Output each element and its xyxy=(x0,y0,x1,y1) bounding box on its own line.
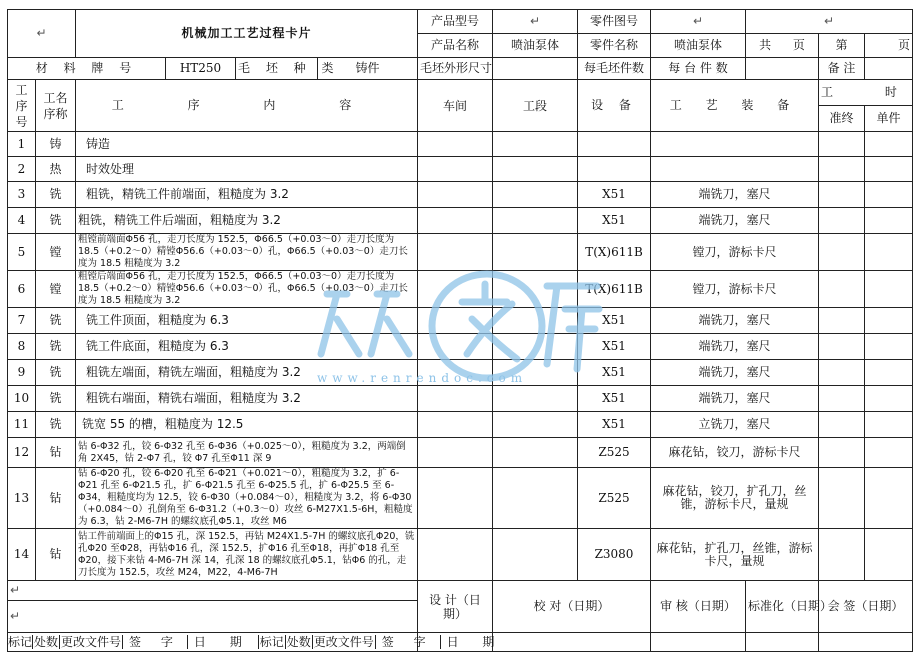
op-workshop xyxy=(418,529,493,581)
card-table xyxy=(7,9,921,652)
op-tooling: 端铣刀，塞尺 xyxy=(651,208,819,234)
part-number-label: 零件图号 xyxy=(578,10,651,34)
footer-date-2: 日 期 xyxy=(440,635,511,649)
op-unit-time xyxy=(865,182,913,208)
op-content: 钻 6-Φ20 孔，铰 6-Φ20 孔至 6-Φ21（+0.021～0），粗糙度为 3.2，扩 6-Φ21 孔至 6-Φ21.5 孔，扩 6-Φ21.5 孔至 6-Φ25.5 孔，扩 6-Φ25.5 至 6-Φ34，粗糙度均为 12.5，铰 6-Φ30（+0.084～0），粗糙度为 3.2，将 6-Φ30（+0.084～0）孔倒角至 6-Φ31.2（+0.3～0）攻丝 6-M27X1.5-6H，粗糙度为 6.3，钻 2-M6-7H 的螺纹底孔Φ5.1，攻丝 M6 xyxy=(76,468,418,529)
op-workshop xyxy=(418,412,493,438)
op-prep-final xyxy=(819,386,865,412)
op-no: 1 xyxy=(8,132,36,157)
footer-change-doc-2: 更改文件号 xyxy=(313,634,374,649)
op-tooling: 立铣刀，塞尺 xyxy=(651,412,819,438)
op-content: 时效处理 xyxy=(76,157,418,182)
footer-blank-1: ↵ xyxy=(8,581,418,601)
op-section xyxy=(493,468,578,529)
op-prep-final xyxy=(819,308,865,334)
footer-change-doc-1: 更改文件号 xyxy=(61,634,122,649)
watermark-url: www.renrendoc.com xyxy=(317,371,528,385)
footer-blank-proofread xyxy=(493,633,651,652)
footer-proofread-date: 校 对（日期） xyxy=(493,581,651,633)
op-prep-final xyxy=(819,208,865,234)
product-model-label: 产品型号 xyxy=(418,10,493,34)
op-section xyxy=(493,412,578,438)
op-equipment: X51 xyxy=(578,182,651,208)
operation-row[interactable] xyxy=(8,412,913,438)
op-name: 镗 xyxy=(36,271,76,308)
operation-row[interactable] xyxy=(8,438,913,468)
operation-row[interactable] xyxy=(8,157,913,182)
operation-row[interactable] xyxy=(8,386,913,412)
footer-blank-2: ↵ xyxy=(8,601,418,633)
footer-date-1: 日 期 xyxy=(187,635,258,649)
op-section xyxy=(493,360,578,386)
footer-design-date: 设 计（日 期） xyxy=(418,581,493,633)
op-unit-time xyxy=(865,157,913,182)
op-content: 铣工件顶面，粗糙度为 6.3 xyxy=(76,308,418,334)
op-section xyxy=(493,271,578,308)
op-no: 11 xyxy=(8,412,36,438)
card-title: 机械加工工艺过程卡片 xyxy=(76,10,418,58)
operation-row[interactable] xyxy=(8,208,913,234)
op-section xyxy=(493,386,578,412)
product-name-value[interactable]: 喷油泵体 xyxy=(493,34,578,58)
op-name: 铣 xyxy=(36,412,76,438)
op-workshop xyxy=(418,271,493,308)
op-name: 铸 xyxy=(36,132,76,157)
product-name-label: 产品名称 xyxy=(418,34,493,58)
operation-row[interactable] xyxy=(8,132,913,157)
op-unit-time xyxy=(865,271,913,308)
op-no: 2 xyxy=(8,157,36,182)
op-unit-time xyxy=(865,132,913,157)
op-section xyxy=(493,182,578,208)
part-number-value[interactable]: ↵ xyxy=(651,10,746,34)
footer-blank-standard xyxy=(746,633,819,652)
op-name: 镗 xyxy=(36,234,76,271)
op-equipment: X51 xyxy=(578,386,651,412)
op-content: 铣工件底面，粗糙度为 6.3 xyxy=(76,334,418,360)
op-equipment: X51 xyxy=(578,360,651,386)
op-section xyxy=(493,334,578,360)
op-name: 铣 xyxy=(36,182,76,208)
op-no: 9 xyxy=(8,360,36,386)
operation-row[interactable] xyxy=(8,308,913,334)
op-tooling: 端铣刀，塞尺 xyxy=(651,386,819,412)
op-tooling: 端铣刀，塞尺 xyxy=(651,360,819,386)
op-unit-time xyxy=(865,360,913,386)
footer-count-1: 处数 xyxy=(34,634,59,649)
op-unit-time xyxy=(865,386,913,412)
operation-row[interactable] xyxy=(8,182,913,208)
op-unit-time xyxy=(865,412,913,438)
operation-row[interactable] xyxy=(8,271,913,308)
op-section xyxy=(493,132,578,157)
col-section: 工段 xyxy=(493,80,578,132)
op-equipment: X51 xyxy=(578,308,651,334)
op-unit-time xyxy=(865,208,913,234)
op-equipment xyxy=(578,132,651,157)
operation-row[interactable] xyxy=(8,234,913,271)
op-name: 钻 xyxy=(36,468,76,529)
op-prep-final xyxy=(819,132,865,157)
op-content: 粗铣，精铣工件前端面，粗糙度为 3.2 xyxy=(76,182,418,208)
op-equipment: Z525 xyxy=(578,468,651,529)
op-unit-time xyxy=(865,308,913,334)
op-name: 热 xyxy=(36,157,76,182)
op-prep-final xyxy=(819,157,865,182)
per-unit-label: 每 台 件 数 xyxy=(651,58,746,80)
part-name-value[interactable]: 喷油泵体 xyxy=(651,34,746,58)
op-section xyxy=(493,438,578,468)
page-unit-2: 页 xyxy=(865,34,913,58)
op-tooling: 端铣刀，塞尺 xyxy=(651,334,819,360)
operation-row[interactable] xyxy=(8,529,913,581)
op-no: 8 xyxy=(8,334,36,360)
op-name: 铣 xyxy=(36,334,76,360)
col-seq-no: 工序号 xyxy=(8,80,36,132)
blank-size-label: 毛坯外形尺寸 xyxy=(418,58,493,80)
material-label: 材 料 牌 号 xyxy=(8,58,166,80)
op-tooling: 麻花钻，扩孔刀，丝锥，游标卡尺，量规 xyxy=(651,529,819,581)
blank-type-value[interactable]: 铸件 xyxy=(318,58,418,80)
op-tooling xyxy=(651,157,819,182)
op-prep-final xyxy=(819,234,865,271)
op-prep-final xyxy=(819,360,865,386)
op-unit-time xyxy=(865,468,913,529)
op-section xyxy=(493,208,578,234)
footer-blank-review xyxy=(651,633,746,652)
blank-size-value[interactable] xyxy=(493,58,578,80)
op-no: 6 xyxy=(8,271,36,308)
operation-row[interactable] xyxy=(8,360,913,386)
op-workshop xyxy=(418,386,493,412)
col-tooling: 工 艺 装 备 xyxy=(651,80,819,132)
material-value[interactable]: HT250 xyxy=(166,58,236,80)
operations-body xyxy=(8,132,913,581)
op-equipment: X51 xyxy=(578,412,651,438)
page-label: 第 xyxy=(835,38,848,52)
op-prep-final xyxy=(819,412,865,438)
col-prep-final: 准终 xyxy=(819,106,865,132)
page-unit: 页 xyxy=(792,38,805,52)
op-workshop xyxy=(418,360,493,386)
op-no: 3 xyxy=(8,182,36,208)
op-content: 铸造 xyxy=(76,132,418,157)
footer-mark-1: 标记 xyxy=(8,634,33,649)
op-content: 粗铣右端面，精铣右端面，粗糙度为 3.2 xyxy=(76,386,418,412)
col-equipment: 设 备 xyxy=(578,80,651,132)
op-content: 钻 6-Φ32 孔，铰 6-Φ32 孔至 6-Φ36（+0.025～0），粗糙度为 3.2，两端倒角 2X45，钻 2-Φ7 孔，铰 Φ7 孔至Φ11 深 9 xyxy=(76,438,418,468)
per-unit-value[interactable] xyxy=(746,58,819,80)
op-content: 粗铣，精铣工件后端面，粗糙度为 3.2 xyxy=(76,208,418,234)
op-name: 铣 xyxy=(36,386,76,412)
footer-sign-2: 签 字 xyxy=(375,635,440,649)
op-prep-final xyxy=(819,438,865,468)
footer-review-date: 审 核（日期） xyxy=(651,581,746,633)
op-name: 钻 xyxy=(36,529,76,581)
op-equipment: Z525 xyxy=(578,438,651,468)
op-workshop xyxy=(418,132,493,157)
op-equipment: T(X)611B xyxy=(578,234,651,271)
op-no: 4 xyxy=(8,208,36,234)
process-card xyxy=(7,9,921,649)
note-label: 备 注 xyxy=(819,58,865,80)
op-no: 5 xyxy=(8,234,36,271)
op-workshop xyxy=(418,182,493,208)
col-hours: 工 时 xyxy=(819,80,913,106)
col-content: 工 序 内 容 xyxy=(76,80,418,132)
op-tooling xyxy=(651,132,819,157)
product-model-value[interactable]: ↵ xyxy=(493,10,578,34)
footer-mark-2: 标记 xyxy=(259,634,284,649)
col-unit: 单件 xyxy=(865,106,913,132)
op-section xyxy=(493,157,578,182)
op-prep-final xyxy=(819,271,865,308)
col-op-name: 工名序称 xyxy=(36,80,76,132)
op-tooling: 麻花钻，铰刀，扩孔刀，丝锥，游标卡尺，量规 xyxy=(651,468,819,529)
total-label: 共 xyxy=(759,38,772,52)
op-workshop xyxy=(418,234,493,271)
header-corner: ↵ xyxy=(8,10,76,58)
op-workshop xyxy=(418,438,493,468)
op-section xyxy=(493,308,578,334)
op-unit-time xyxy=(865,334,913,360)
op-content: 铣宽 55 的槽，粗糙度为 12.5 xyxy=(76,412,418,438)
op-equipment: Z3080 xyxy=(578,529,651,581)
op-unit-time xyxy=(865,438,913,468)
footer-standard-date: 标准化（日期） xyxy=(746,581,819,633)
per-blank-label: 每毛坯件数 xyxy=(578,58,651,80)
op-no: 13 xyxy=(8,468,36,529)
blank-type-label: 毛 坯 种 类 xyxy=(236,58,318,80)
op-no: 12 xyxy=(8,438,36,468)
op-equipment xyxy=(578,157,651,182)
op-content: 粗镗后端面Φ56 孔，走刀长度为 152.5，Φ66.5（+0.03～0）走刀长度为 18.5（+0.2～0）精镗Φ56.6（+0.03～0）孔，Φ66.5（+0.03～0）走刀长度为 18.5 粗糙度为 3.2 xyxy=(76,271,418,308)
op-content: 粗铣左端面，精铣左端面，粗糙度为 3.2 xyxy=(76,360,418,386)
header-extra: ↵ xyxy=(746,10,913,34)
op-equipment: X51 xyxy=(578,334,651,360)
op-no: 7 xyxy=(8,308,36,334)
op-prep-final xyxy=(819,334,865,360)
op-content: 粗镗前端面Φ56 孔，走刀长度为 152.5，Φ66.5（+0.03～0）走刀长度为 18.5（+0.2～0）精镗Φ56.6（+0.03～0）孔，Φ66.5（+0.03～0）走刀长度为 18.5 粗糙度为 3.2 xyxy=(76,234,418,271)
operation-row[interactable] xyxy=(8,334,913,360)
op-workshop xyxy=(418,208,493,234)
col-workshop: 车间 xyxy=(418,80,493,132)
footer-sign-labels xyxy=(8,633,505,652)
op-section xyxy=(493,529,578,581)
op-name: 钻 xyxy=(36,438,76,468)
op-content: 钻工件前端面上的Φ15 孔，深 152.5，再钻 M24X1.5-7H 的螺纹底孔Φ20，铣孔Φ20 至Φ28，再钻Φ16 孔，深 152.5，扩Φ16 孔至Φ18，再扩Φ18 孔至Φ20，接下来钻 4-M6-7H 深 14，孔深 18 的螺纹底孔Φ5.1，钻Φ6 的孔，走刀长度为 152.5，攻丝 M24，M22，4-M6-7H xyxy=(76,529,418,581)
op-tooling: 镗刀，游标卡尺 xyxy=(651,271,819,308)
operation-row[interactable] xyxy=(8,468,913,529)
op-tooling: 端铣刀，塞尺 xyxy=(651,308,819,334)
footer-countersign-date: 会 签（日期） xyxy=(819,581,913,633)
op-tooling: 镗刀，游标卡尺 xyxy=(651,234,819,271)
note-value[interactable] xyxy=(865,58,913,80)
op-tooling: 麻花钻，铰刀，游标卡尺 xyxy=(651,438,819,468)
op-workshop xyxy=(418,468,493,529)
page-total xyxy=(746,34,819,58)
op-no: 14 xyxy=(8,529,36,581)
op-workshop xyxy=(418,334,493,360)
op-unit-time xyxy=(865,234,913,271)
op-name: 铣 xyxy=(36,360,76,386)
op-unit-time xyxy=(865,529,913,581)
op-no: 10 xyxy=(8,386,36,412)
op-tooling: 端铣刀，塞尺 xyxy=(651,182,819,208)
footer-blank-countersign xyxy=(819,633,913,652)
op-section xyxy=(493,234,578,271)
footer-sign-1: 签 字 xyxy=(122,635,187,649)
op-workshop xyxy=(418,308,493,334)
page-current xyxy=(819,34,865,58)
part-name-label: 零件名称 xyxy=(578,34,651,58)
footer-count-2: 处数 xyxy=(286,634,311,649)
op-equipment: X51 xyxy=(578,208,651,234)
op-prep-final xyxy=(819,182,865,208)
op-prep-final xyxy=(819,468,865,529)
op-workshop xyxy=(418,157,493,182)
op-name: 铣 xyxy=(36,208,76,234)
op-equipment: T(X)611B xyxy=(578,271,651,308)
op-prep-final xyxy=(819,529,865,581)
op-name: 铣 xyxy=(36,308,76,334)
